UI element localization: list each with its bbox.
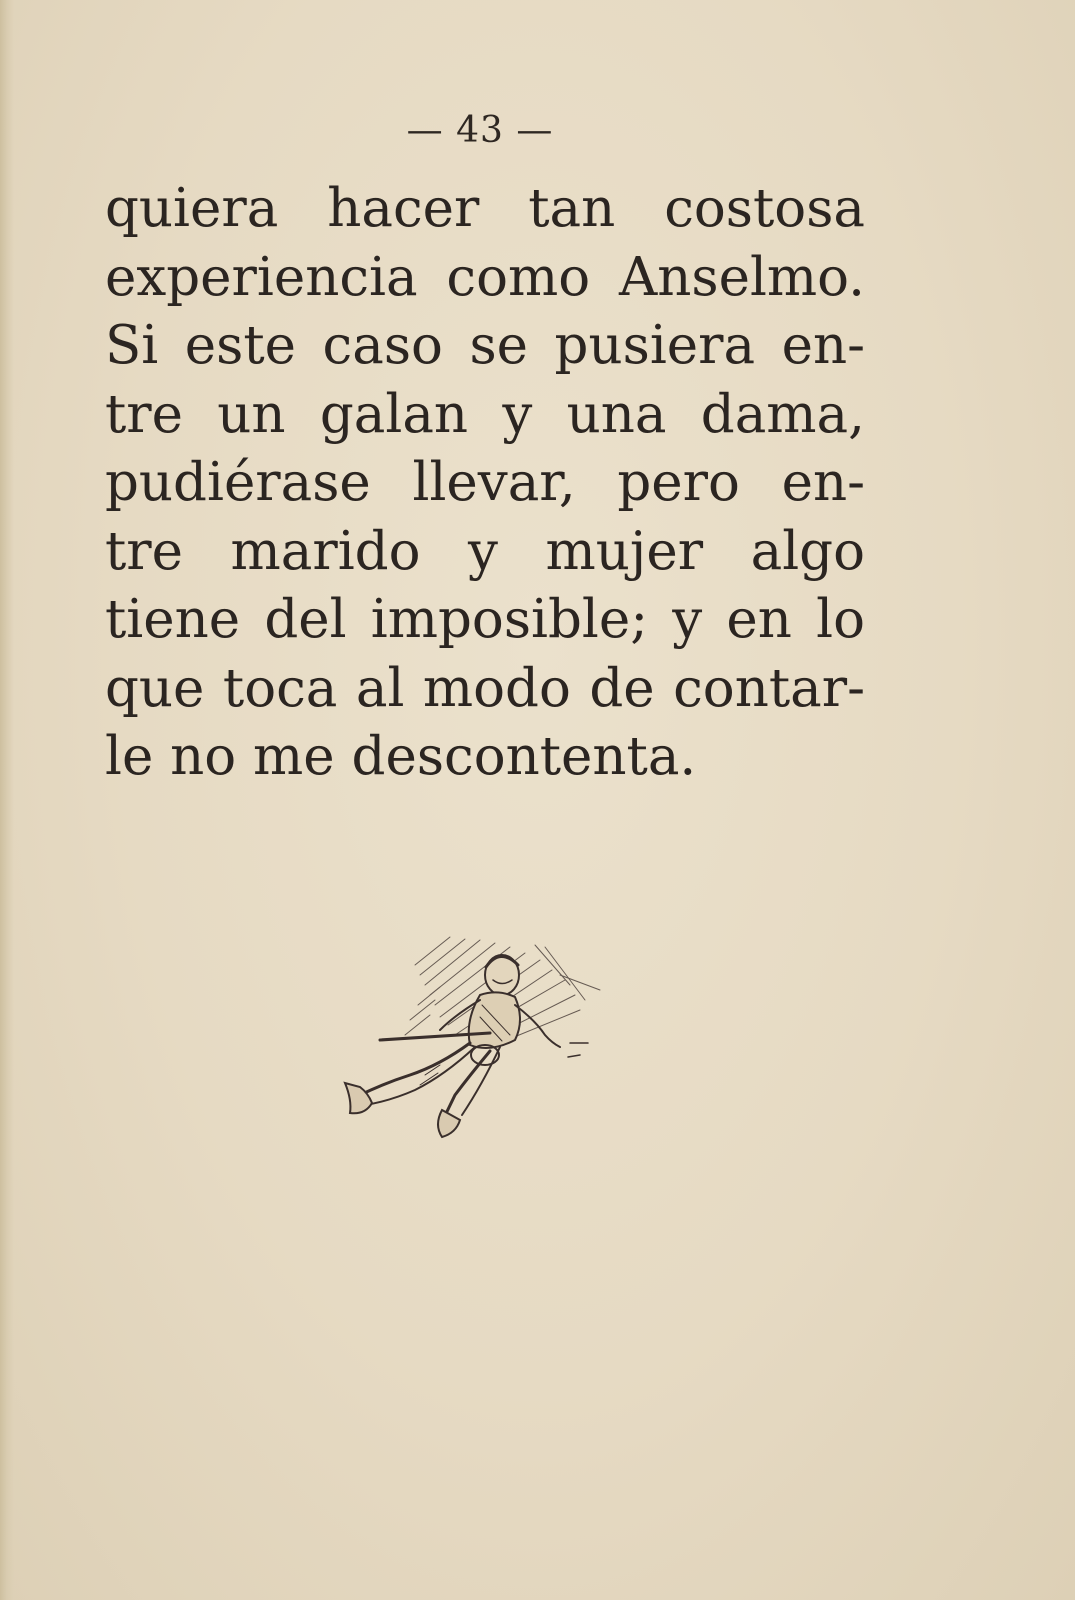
text-line: pudiérase llevar, pero en-: [105, 452, 865, 513]
text-line: quiera hacer tan costosa: [105, 178, 865, 239]
text-line: le no me descontenta.: [105, 726, 697, 787]
text-line: tre un galan y una dama,: [105, 383, 865, 445]
body-text: [105, 175, 865, 792]
text-line: tiene del imposible; y en lo: [105, 589, 865, 650]
text-line: experiencia como Anselmo.: [105, 246, 865, 308]
text-line: que toca al modo de contar-: [105, 657, 865, 719]
reclining-figure-illustration: [330, 925, 620, 1150]
page-gutter-shadow: [0, 0, 14, 1600]
page-number: — 43 —: [406, 110, 554, 151]
text-line: tre marido y mujer algo: [105, 520, 865, 582]
text-line: Si este caso se pusiera en-: [105, 315, 865, 376]
